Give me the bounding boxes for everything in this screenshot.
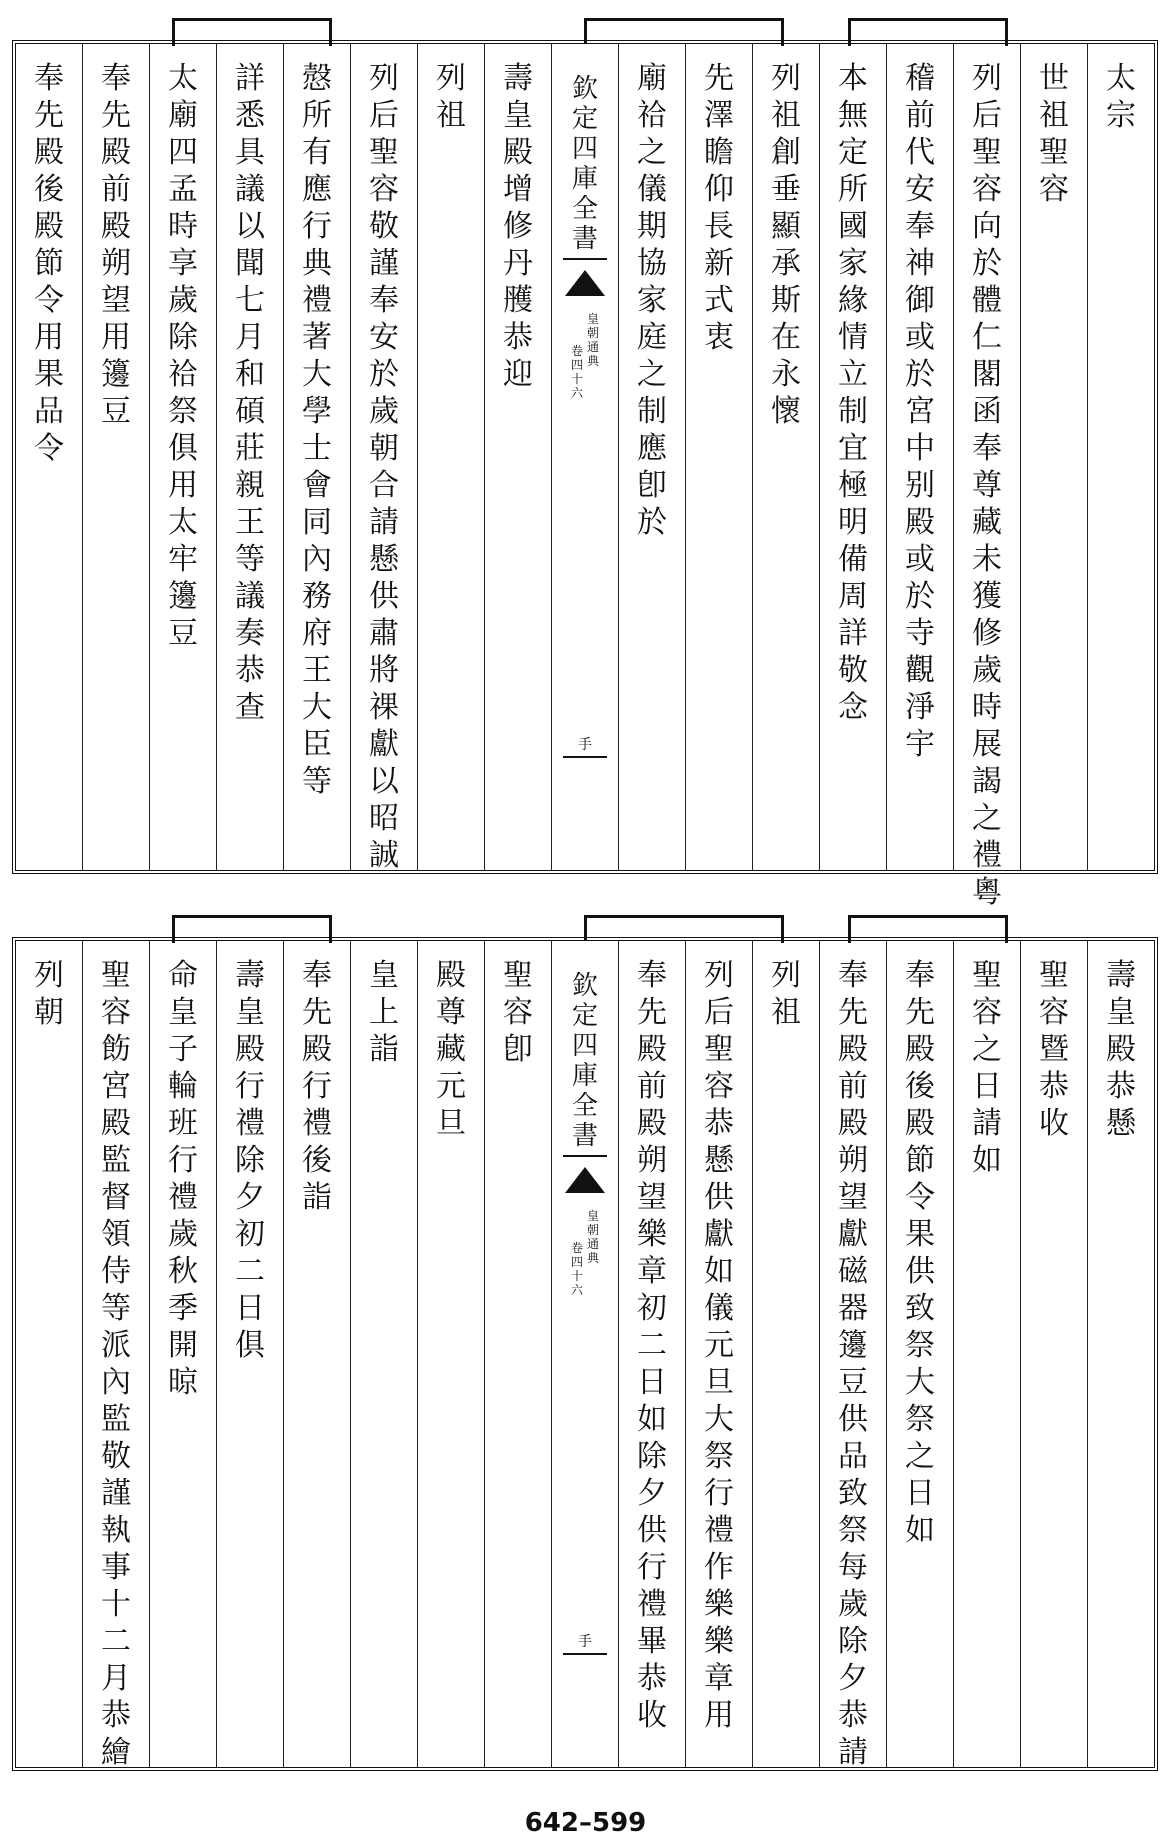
side-label: 皇朝通典 <box>586 312 599 368</box>
bottom_page-left-column-3 <box>283 941 350 1767</box>
bottom_page-left-column-0 <box>484 941 551 1767</box>
bottom_page-left-column-7 <box>16 941 82 1767</box>
folio-mark: 手 <box>578 1634 592 1650</box>
column-text: 壽皇殿恭懸 <box>1106 958 1136 1141</box>
fishtail-line <box>563 258 607 260</box>
column-text: 詳悉具議以聞七月和碩莊親王等議奏恭查 <box>235 61 265 725</box>
fishtail-mark <box>565 270 605 296</box>
juan-label: 卷四十六 <box>570 344 583 400</box>
column-text: 聖容卽 <box>503 958 533 1067</box>
column-text: 列后聖容敬謹奉安於歲朝合請懸供肅將祼獻以昭誠 <box>369 61 399 873</box>
bottom_page-right-column-4 <box>819 941 886 1770</box>
bottom_page-left-column-5 <box>149 941 216 1767</box>
column-text: 列后聖容恭懸供獻如儀元旦大祭行禮作樂樂章用 <box>704 958 734 1733</box>
bottom_page-left-column-6 <box>82 941 149 1770</box>
top_page-left-column-1 <box>417 44 484 870</box>
column-text: 殿尊藏元旦 <box>436 958 466 1141</box>
column-text: 壽皇殿行禮除夕初二日俱 <box>235 958 265 1363</box>
top_page-right-column-4 <box>819 44 886 870</box>
top_page-right-column-3 <box>886 44 953 870</box>
bottom_page-fold-column <box>551 941 618 1767</box>
top_page-right-column-5 <box>752 44 819 870</box>
top-columns <box>16 44 1154 910</box>
column-text: 奉先殿前殿朔望獻磁器籩豆供品致祭每歲除夕恭請 <box>838 958 868 1770</box>
top_page-left-column-6 <box>82 44 149 870</box>
bottom_page-left-column-4 <box>216 941 283 1767</box>
column-text: 太廟四孟時享歲除祫祭俱用太牢籩豆 <box>168 61 198 651</box>
column-text: 稽前代安奉神御或於宮中别殿或於寺觀淨宇 <box>905 61 935 762</box>
column-text: 奉先殿後殿節令用果品令 <box>34 61 64 466</box>
book-title: 欽定四庫全書 <box>571 74 598 254</box>
column-text: 奉先殿後殿節令果供致祭大祭之日如 <box>905 958 935 1548</box>
bottom-page <box>12 915 1162 1775</box>
top_page-right-column-2 <box>953 44 1020 910</box>
column-text: 聖容暨恭收 <box>1039 958 1069 1141</box>
top-page <box>12 18 1162 910</box>
column-text: 奉先殿前殿朔望用籩豆 <box>101 61 131 429</box>
bottom_page-right-column-5 <box>752 941 819 1767</box>
column-text: 太宗 <box>1106 61 1136 133</box>
top_page-left-column-5 <box>149 44 216 870</box>
column-text: 列祖創垂顯承斯在永懷 <box>771 61 801 429</box>
bottom_page-left-column-2 <box>350 941 417 1767</box>
folio-mark: 手 <box>578 737 592 753</box>
top_page-left-column-4 <box>216 44 283 870</box>
top_page-right-column-1 <box>1020 44 1087 870</box>
column-text: 列祖 <box>771 958 801 1030</box>
fishtail-mark <box>565 1167 605 1193</box>
bottom_page-left-column-1 <box>417 941 484 1767</box>
juan-label: 卷四十六 <box>570 1241 583 1297</box>
column-text: 先澤瞻仰長新式衷 <box>704 61 734 355</box>
column-text: 奉先殿行禮後詣 <box>302 958 332 1215</box>
bottom_page-right-column-0 <box>1087 941 1154 1767</box>
top_page-right-column-6 <box>685 44 752 870</box>
bottom_page-right-column-7 <box>618 941 685 1767</box>
bottom_page-right-column-1 <box>1020 941 1087 1767</box>
top_page-left-column-3 <box>283 44 350 870</box>
page-number: 642–599 <box>524 1808 647 1838</box>
bottom-fold-line <box>563 756 607 758</box>
column-text: 聖容之日請如 <box>972 958 1002 1178</box>
side-label: 皇朝通典 <box>586 1209 599 1265</box>
column-text: 列朝 <box>34 958 64 1030</box>
top_page-right-column-7 <box>618 44 685 870</box>
book-title: 欽定四庫全書 <box>571 971 598 1151</box>
bottom_page-right-column-6 <box>685 941 752 1767</box>
column-text: 壽皇殿增修丹雘恭迎 <box>503 61 533 392</box>
column-text: 世祖聖容 <box>1039 61 1069 207</box>
column-text: 廟祫之儀期協家庭之制應卽於 <box>637 61 667 540</box>
bottom-columns <box>16 941 1154 1770</box>
top_page-right-column-0 <box>1087 44 1154 870</box>
fishtail-line <box>563 1155 607 1157</box>
top_page-left-column-0 <box>484 44 551 870</box>
column-text: 列后聖容向於體仁閣函奉尊藏未獲修歲時展謁之禮粵 <box>972 61 1002 910</box>
bottom-fold-line <box>563 1653 607 1655</box>
column-text: 聖容飭宮殿監督領侍等派內監敬謹執事十二月恭繪 <box>101 958 131 1770</box>
column-text: 本無定所國家緣情立制宜極明備周詳敬念 <box>838 61 868 725</box>
column-text: 慤所有應行典禮著大學士會同內務府王大臣等 <box>302 61 332 799</box>
top_page-left-column-2 <box>350 44 417 873</box>
column-text: 命皇子輪班行禮歲秋季開晾 <box>168 958 198 1400</box>
column-text: 皇上詣 <box>369 958 399 1067</box>
top_page-left-column-7 <box>16 44 82 870</box>
bottom_page-right-column-2 <box>953 941 1020 1767</box>
bottom_page-right-column-3 <box>886 941 953 1767</box>
top_page-fold-column <box>551 44 618 870</box>
column-text: 奉先殿前殿朔望樂章初二日如除夕供行禮畢恭收 <box>637 958 667 1733</box>
column-text: 列祖 <box>436 61 466 133</box>
